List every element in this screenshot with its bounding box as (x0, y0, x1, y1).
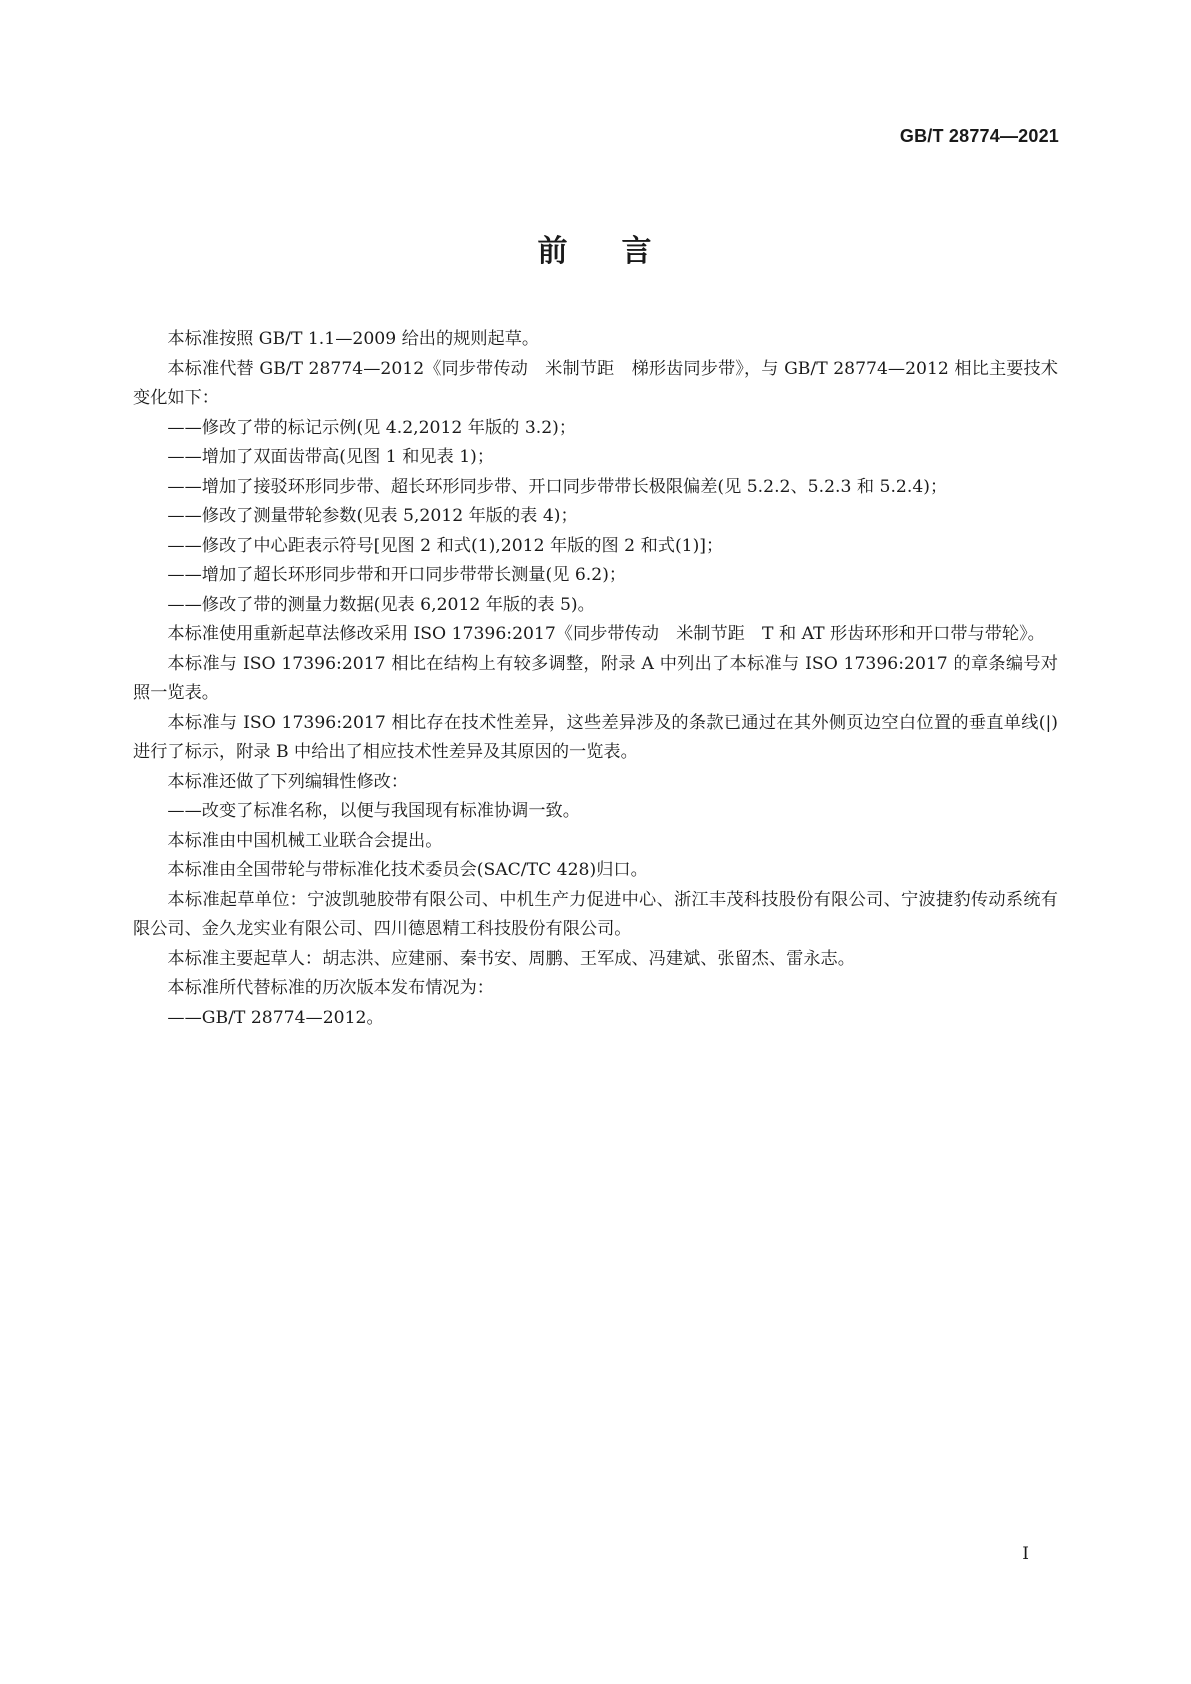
list-item: ——修改了测量带轮参数(见表 5,2012 年版的表 4)； (167, 506, 578, 526)
paragraph: 本标准由全国带轮与带标准化技术委员会(SAC/TC 428)归口。 (167, 860, 648, 880)
paragraph: 本标准与 ISO 17396:2017 相比在结构上有较多调整，附录 A 中列出了本标准与 ISO 17396:2017 的章条编号对照一览表。 (133, 653, 1058, 703)
list-item: ——修改了带的测量力数据(见表 6,2012 年版的表 5)。 (167, 594, 595, 615)
paragraph: 本标准由中国机械工业联合会提出。 (167, 830, 443, 851)
list-item: ——增加了接驳环形同步带、超长环形同步带、开口同步带带长极限偏差(见 5.2.2、5.2.3 和 5.2.4)； (167, 476, 948, 497)
page-title (0, 226, 1191, 270)
page-number: I (1022, 1544, 1029, 1564)
list-item: ——修改了带的标记示例(见 4.2,2012 年版的 3.2)； (167, 417, 577, 438)
paragraph: 本标准所代替标准的历次版本发布情况为： (167, 978, 494, 998)
title-char-1: 前 (537, 234, 570, 269)
paragraph: 本标准主要起草人：胡志洪、应建丽、秦书安、周鹏、王军成、冯建斌、张留杰、雷永志。 (167, 948, 855, 969)
paragraph: 本标准代替 GB/T 28774—2012《同步带传动 米制节距 梯形齿同步带》，与 GB/T 28774—2012 相比主要技术变化如下： (133, 358, 1058, 408)
list-item: ——GB/T 28774—2012。 (167, 1007, 384, 1028)
title-char-2: 言 (621, 234, 654, 269)
list-item: ——增加了超长环形同步带和开口同步带带长测量(见 6.2)； (167, 565, 627, 585)
paragraph: 本标准与 ISO 17396:2017 相比存在技术性差异，这些差异涉及的条款已通过在其外侧页边空白位置的垂直单线(|)进行了标示，附录 B 中给出了相应技术性差异及其原因的一览表。 (133, 712, 1058, 762)
paragraph: 本标准使用重新起草法修改采用 ISO 17396:2017《同步带传动 米制节距 T 和 AT 形齿环形和开口带与带轮》。 (167, 624, 1045, 644)
foreword-body (133, 325, 1058, 1033)
list-item: ——改变了标准名称，以便与我国现有标准协调一致。 (167, 801, 580, 821)
list-item: ——增加了双面齿带高(见图 1 和见表 1)； (167, 447, 495, 467)
standard-number: GB/T 28774—2021 (899, 126, 1059, 146)
paragraph: 本标准按照 GB/T 1.1—2009 给出的规则起草。 (167, 329, 540, 349)
list-item: ——修改了中心距表示符号[见图 2 和式(1),2012 年版的图 2 和式(1)]； (167, 535, 724, 556)
paragraph: 本标准起草单位：宁波凯驰胶带有限公司、中机生产力促进中心、浙江丰茂科技股份有限公司、宁波捷豹传动系统有限公司、金久龙实业有限公司、四川德恩精工科技股份有限公司。 (133, 889, 1058, 939)
paragraph: 本标准还做了下列编辑性修改： (167, 771, 409, 792)
